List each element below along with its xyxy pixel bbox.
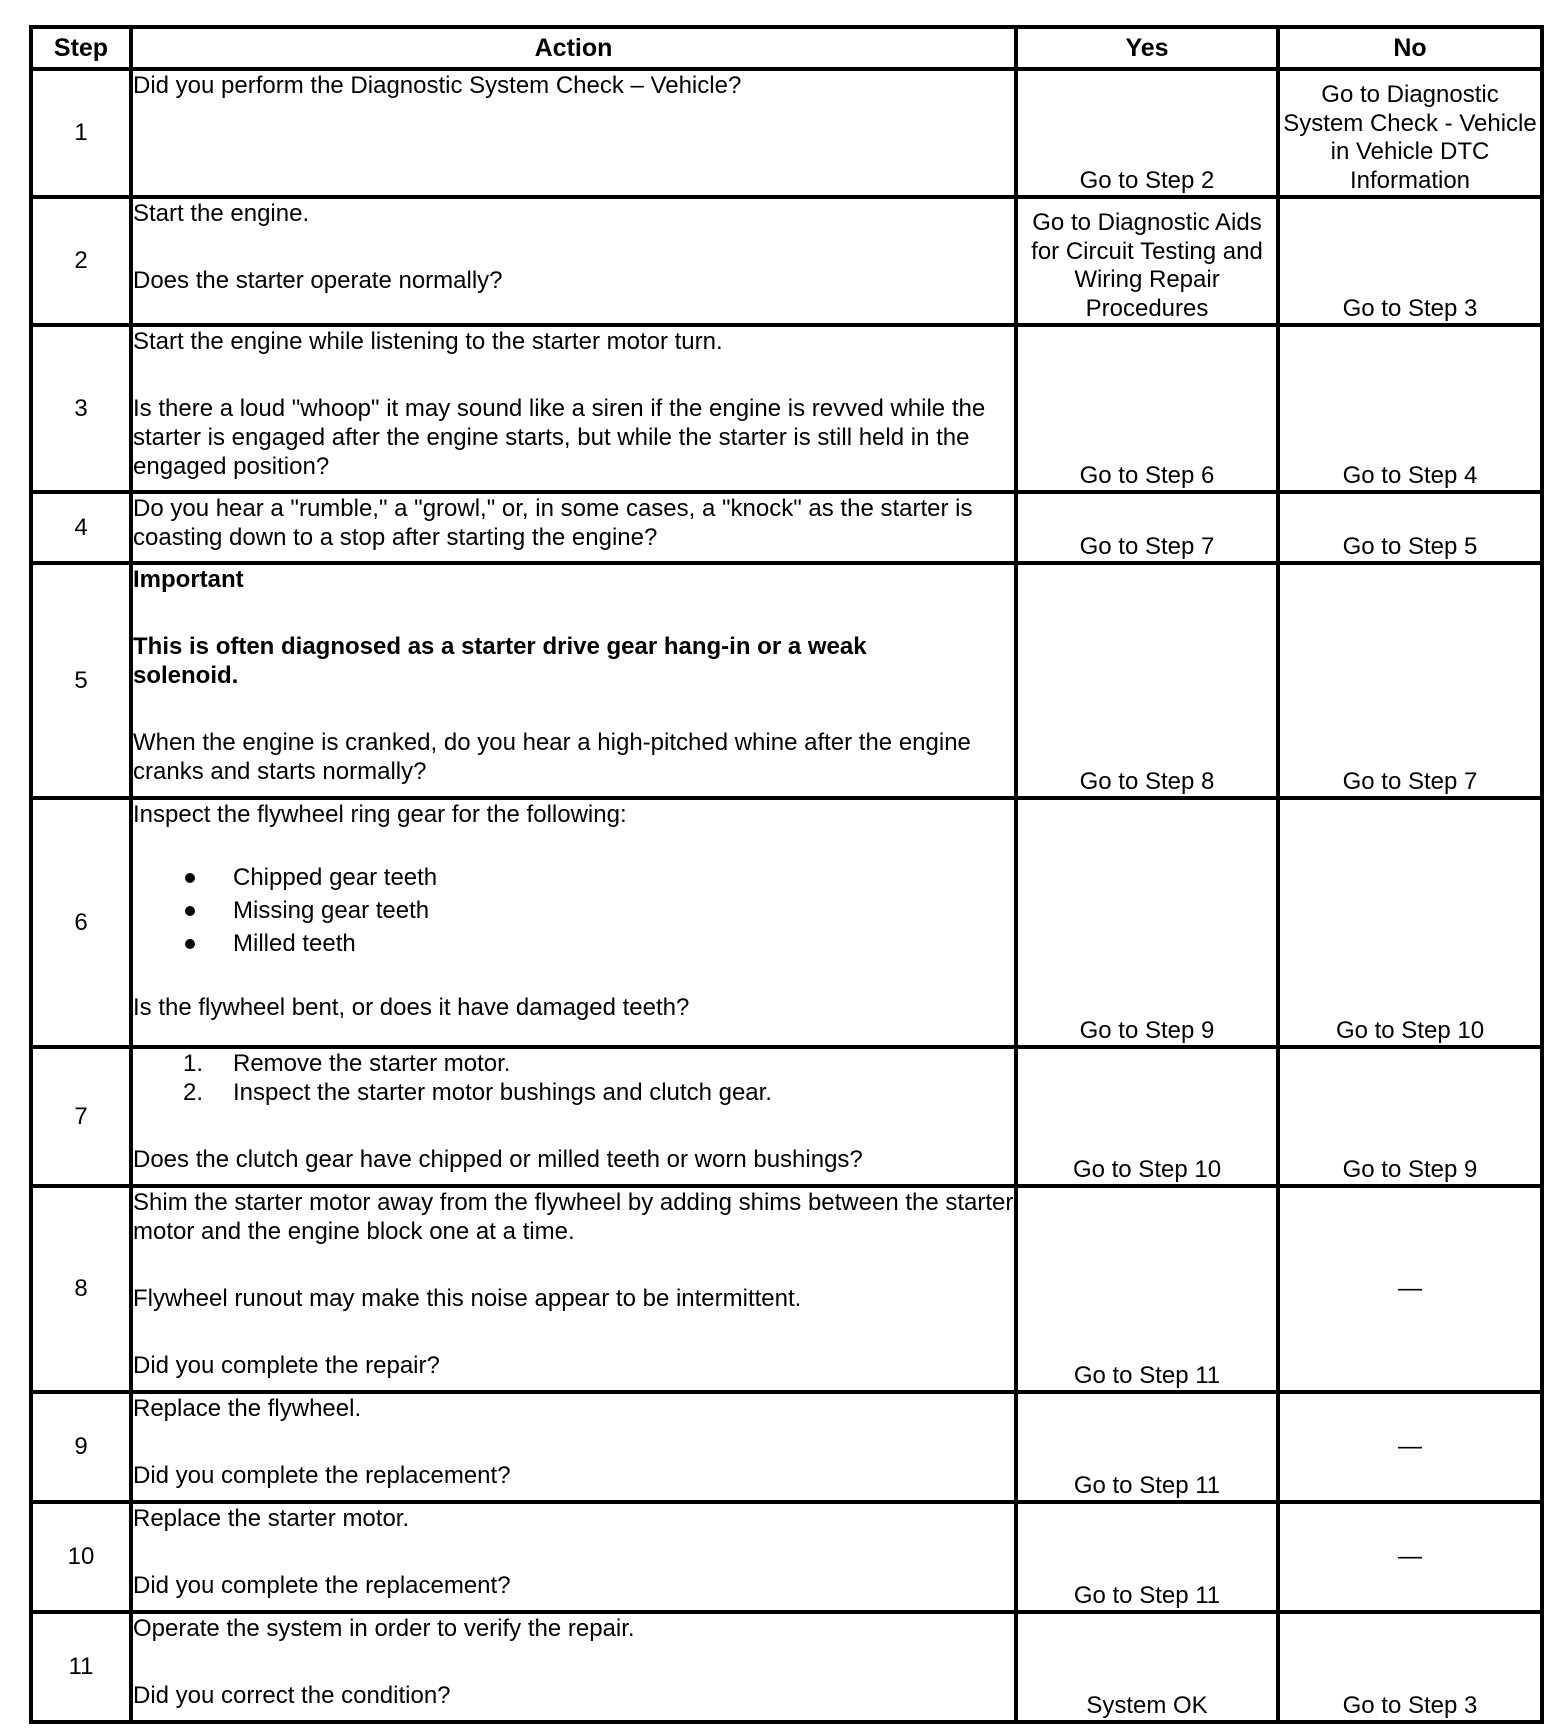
yes-cell: Go to Step 6 [1016,325,1278,492]
bullet-icon [185,906,195,916]
important-heading: Important [133,566,244,593]
table-row [31,69,1542,197]
list-item: Chipped gear teeth [133,861,1014,894]
action-cell [131,1047,1016,1186]
header-row [31,27,1542,69]
action-text: Start the engine. [133,200,310,227]
action-text: Did you perform the Diagnostic System Check – Vehicle? [133,72,742,99]
header-step: Step [31,27,131,69]
action-cell [131,563,1016,798]
no-cell: Go to Step 3 [1278,1612,1542,1722]
list-item: Milled teeth [133,927,1014,960]
table-row [31,1502,1542,1612]
action-note: Flywheel runout may make this noise appear to be intermittent. [133,1285,802,1312]
action-question: Does the starter operate normally? [133,267,503,294]
table-row [31,1392,1542,1502]
no-cell: — [1278,1502,1542,1612]
no-cell: Go to Step 7 [1278,563,1542,798]
diagnostic-table [29,25,1544,1724]
table-row [31,492,1542,563]
list-item: 2. Inspect the starter motor bushings and clutch gear. [183,1079,772,1106]
action-text: Replace the flywheel. [133,1395,362,1422]
important-note: This is often diagnosed as a starter drive gear hang-in or a weak solenoid. [133,633,867,689]
action-cell [131,1612,1016,1722]
step-number: 10 [31,1502,131,1612]
action-cell [131,1502,1016,1612]
yes-cell: Go to Step 7 [1016,492,1278,563]
yes-cell: System OK [1016,1612,1278,1722]
action-question: Does the clutch gear have chipped or milled teeth or worn bushings? [133,1146,863,1173]
action-text: Shim the starter motor away from the flywheel by adding shims between the starter motor and the engine block one at a time. [133,1189,1014,1245]
yes-cell: Go to Step 11 [1016,1502,1278,1612]
step-number: 5 [31,563,131,798]
action-cell [131,492,1016,563]
bullet-icon [185,939,195,949]
table-row [31,1612,1542,1722]
no-cell: Go to Step 9 [1278,1047,1542,1186]
table-row [31,1047,1542,1186]
procedure-list [133,1049,1014,1107]
inspection-list [133,861,1014,960]
table-row [31,197,1542,325]
list-item: Missing gear teeth [133,894,1014,927]
step-number: 11 [31,1612,131,1722]
action-text: Replace the starter motor. [133,1505,410,1532]
step-number: 1 [31,69,131,197]
no-cell: Go to Step 3 [1278,197,1542,325]
step-number: 3 [31,325,131,492]
action-cell [131,1392,1016,1502]
step-number: 7 [31,1047,131,1186]
step-number: 9 [31,1392,131,1502]
table-row [31,798,1542,1047]
action-question: Did you complete the replacement? [133,1462,511,1489]
bullet-icon [185,873,195,883]
yes-cell: Go to Step 9 [1016,798,1278,1047]
action-cell [131,69,1016,197]
action-cell [131,197,1016,325]
table-row [31,325,1542,492]
yes-cell: Go to Diagnostic Aids for Circuit Testing and Wiring Repair Procedures [1016,197,1278,325]
header-yes: Yes [1016,27,1278,69]
yes-cell: Go to Step 8 [1016,563,1278,798]
header-action: Action [131,27,1016,69]
yes-cell: Go to Step 10 [1016,1047,1278,1186]
list-item: 1. Remove the starter motor. [183,1050,511,1077]
yes-cell: Go to Step 11 [1016,1392,1278,1502]
action-cell [131,798,1016,1047]
no-cell: Go to Step 4 [1278,325,1542,492]
action-text: Inspect the flywheel ring gear for the following: [133,801,627,828]
action-text: Operate the system in order to verify the repair. [133,1615,635,1642]
action-cell [131,325,1016,492]
action-question: Did you complete the repair? [133,1352,440,1379]
no-cell: Go to Diagnostic System Check - Vehicle in Vehicle DTC Information [1278,69,1542,197]
table-row [31,563,1542,798]
step-number: 8 [31,1186,131,1392]
no-cell: Go to Step 5 [1278,492,1542,563]
action-question: Is there a loud "whoop" it may sound like a siren if the engine is revved while the starter is engaged after the engine starts, but while the starter is still held in the engaged position? [133,395,986,480]
header-no: No [1278,27,1542,69]
action-question: Did you correct the condition? [133,1682,451,1709]
table-row [31,1186,1542,1392]
step-number: 4 [31,492,131,563]
step-number: 2 [31,197,131,325]
no-cell: — [1278,1186,1542,1392]
step-number: 6 [31,798,131,1047]
no-cell: — [1278,1392,1542,1502]
no-cell: Go to Step 10 [1278,798,1542,1047]
yes-cell: Go to Step 2 [1016,69,1278,197]
action-cell [131,1186,1016,1392]
yes-cell: Go to Step 11 [1016,1186,1278,1392]
action-question: When the engine is cranked, do you hear a high-pitched whine after the engine cranks and starts normally? [133,729,971,785]
action-question: Is the flywheel bent, or does it have damaged teeth? [133,994,690,1021]
action-text: Start the engine while listening to the starter motor turn. [133,328,723,355]
action-question: Did you complete the replacement? [133,1572,511,1599]
action-question: Do you hear a "rumble," a "growl," or, in some cases, a "knock" as the starter is coasting down to a stop after starting the engine? [133,495,973,551]
